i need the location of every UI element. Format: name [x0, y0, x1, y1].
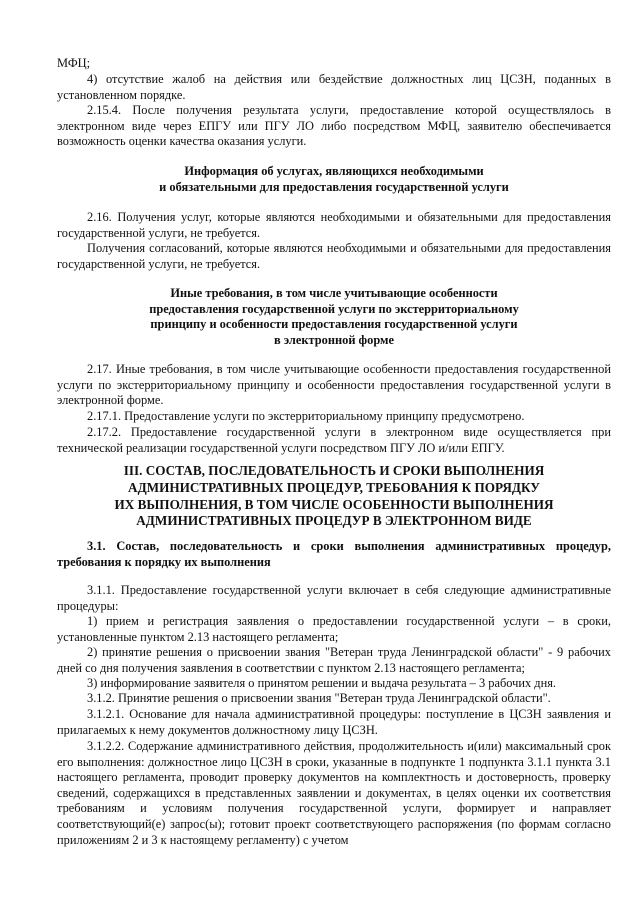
text-paragraph: 3.1.2. Принятие решения о присвоении звания "Ветеран труда Ленинградской области".	[87, 691, 551, 705]
heading-line: III. СОСТАВ, ПОСЛЕДОВАТЕЛЬНОСТЬ И СРОКИ ВЫПОЛНЕНИЯ	[123, 463, 545, 478]
section-heading	[57, 286, 611, 348]
heading-line: АДМИНИСТРАТИВНЫХ ПРОЦЕДУР, ТРЕБОВАНИЯ К ПОРЯДКУ	[128, 479, 540, 495]
text-paragraph: 3.1.1. Предоставление государственной услуги включает в себя следующие административные процедуры:	[57, 583, 611, 613]
text-paragraph: 2.16. Получения услуг, которые являются необходимыми и обязательными для предоставления государственной услуги, не требуется.	[57, 210, 611, 240]
text-paragraph: 4) отсутствие жалоб на действия или бездействие должностных лиц ЦСЗН, поданных в установленном порядке.	[57, 72, 611, 102]
text-paragraph: 2.15.4. После получения результата услуги, предоставление которой осуществлялось в электронном виде через ЕПГУ или ПГУ ЛО либо посредством МФЦ, заявителю обеспечивается возможность оценки качества оказания услуги.	[57, 103, 611, 149]
heading-line: принципу и особенности предоставления государственной услуги	[150, 317, 518, 332]
text-paragraph: 2.17. Иные требования, в том числе учитывающие особенности предоставления государственной услуги по экстерриториальному принципу и особенности предоставления государственной услуги в электронной форме.	[57, 362, 611, 408]
text-paragraph: 2.17.2. Предоставление государственной услуги в электронном виде осуществляется при технической реализации государственной услуги посредством ПГУ ЛО и/или ЕПГУ.	[57, 425, 611, 455]
chapter-heading	[57, 463, 611, 530]
text-paragraph: МФЦ;	[57, 56, 91, 70]
text-paragraph: 2) принятие решения о присвоении звания "Ветеран труда Ленинградской области" - 9 рабочих дней со дня получения заявления в соответствии с пунктом 2.13 настоящего регламента;	[57, 645, 611, 675]
heading-line: АДМИНИСТРАТИВНЫХ ПРОЦЕДУР В ЭЛЕКТРОННОМ ВИДЕ	[136, 513, 532, 529]
subsection-heading: 3.1. Состав, последовательность и сроки выполнения административных процедур, требования к порядку их выполнения	[57, 539, 611, 569]
section-heading	[57, 164, 611, 195]
heading-line: предоставления государственной услуги по экстерриториальному	[149, 301, 519, 316]
text-paragraph: 3.1.2.2. Содержание административного действия, продолжительность и(или) максимальный срок его выполнения: должностное лицо ЦСЗН в сроки, указанные в подпункте 1 подпункта 3.1.1 пункта 3.1 настоящего регламента, проводит проверку документов на комплектность и достоверность, проверку сведений, содержащихся в представленных заявлении и документах, в целях оценки их соответствия требованиям и условиям получения государственной услуги, формирует и направляет соответствующий(е) запрос(ы); готовит проект соответствующего распоряжения (по формам согласно приложениям 2 и 3 к настоящему регламенту) с учетом	[57, 739, 611, 847]
heading-line: Информация об услугах, являющихся необходимыми	[184, 164, 484, 178]
text-paragraph: Получения согласований, которые являются необходимыми и обязательными для предоставления государственной услуги, не требуется.	[57, 241, 611, 271]
heading-line: Иные требования, в том числе учитывающие особенности	[170, 286, 498, 300]
text-paragraph: 3) информирование заявителя о принятом решении и выдача результата – 3 рабочих дня.	[87, 676, 557, 690]
heading-line: ИХ ВЫПОЛНЕНИЯ, В ТОМ ЧИСЛЕ ОСОБЕННОСТИ ВЫПОЛНЕНИЯ	[114, 496, 554, 512]
text-paragraph: 3.1.2.1. Основание для начала административной процедуры: поступление в ЦСЗН заявления и прилагаемых к нему документов должностному лицу ЦСЗН.	[57, 707, 611, 737]
text-paragraph: 1) прием и регистрация заявления о предоставлении государственной услуги – в сроки, установленные пунктом 2.13 настоящего регламента;	[57, 614, 611, 644]
heading-line: в электронной форме	[274, 332, 394, 347]
heading-line: и обязательными для предоставления государственной услуги	[159, 179, 509, 194]
text-paragraph: 2.17.1. Предоставление услуги по экстерриториальному принципу предусмотрено.	[87, 409, 525, 423]
